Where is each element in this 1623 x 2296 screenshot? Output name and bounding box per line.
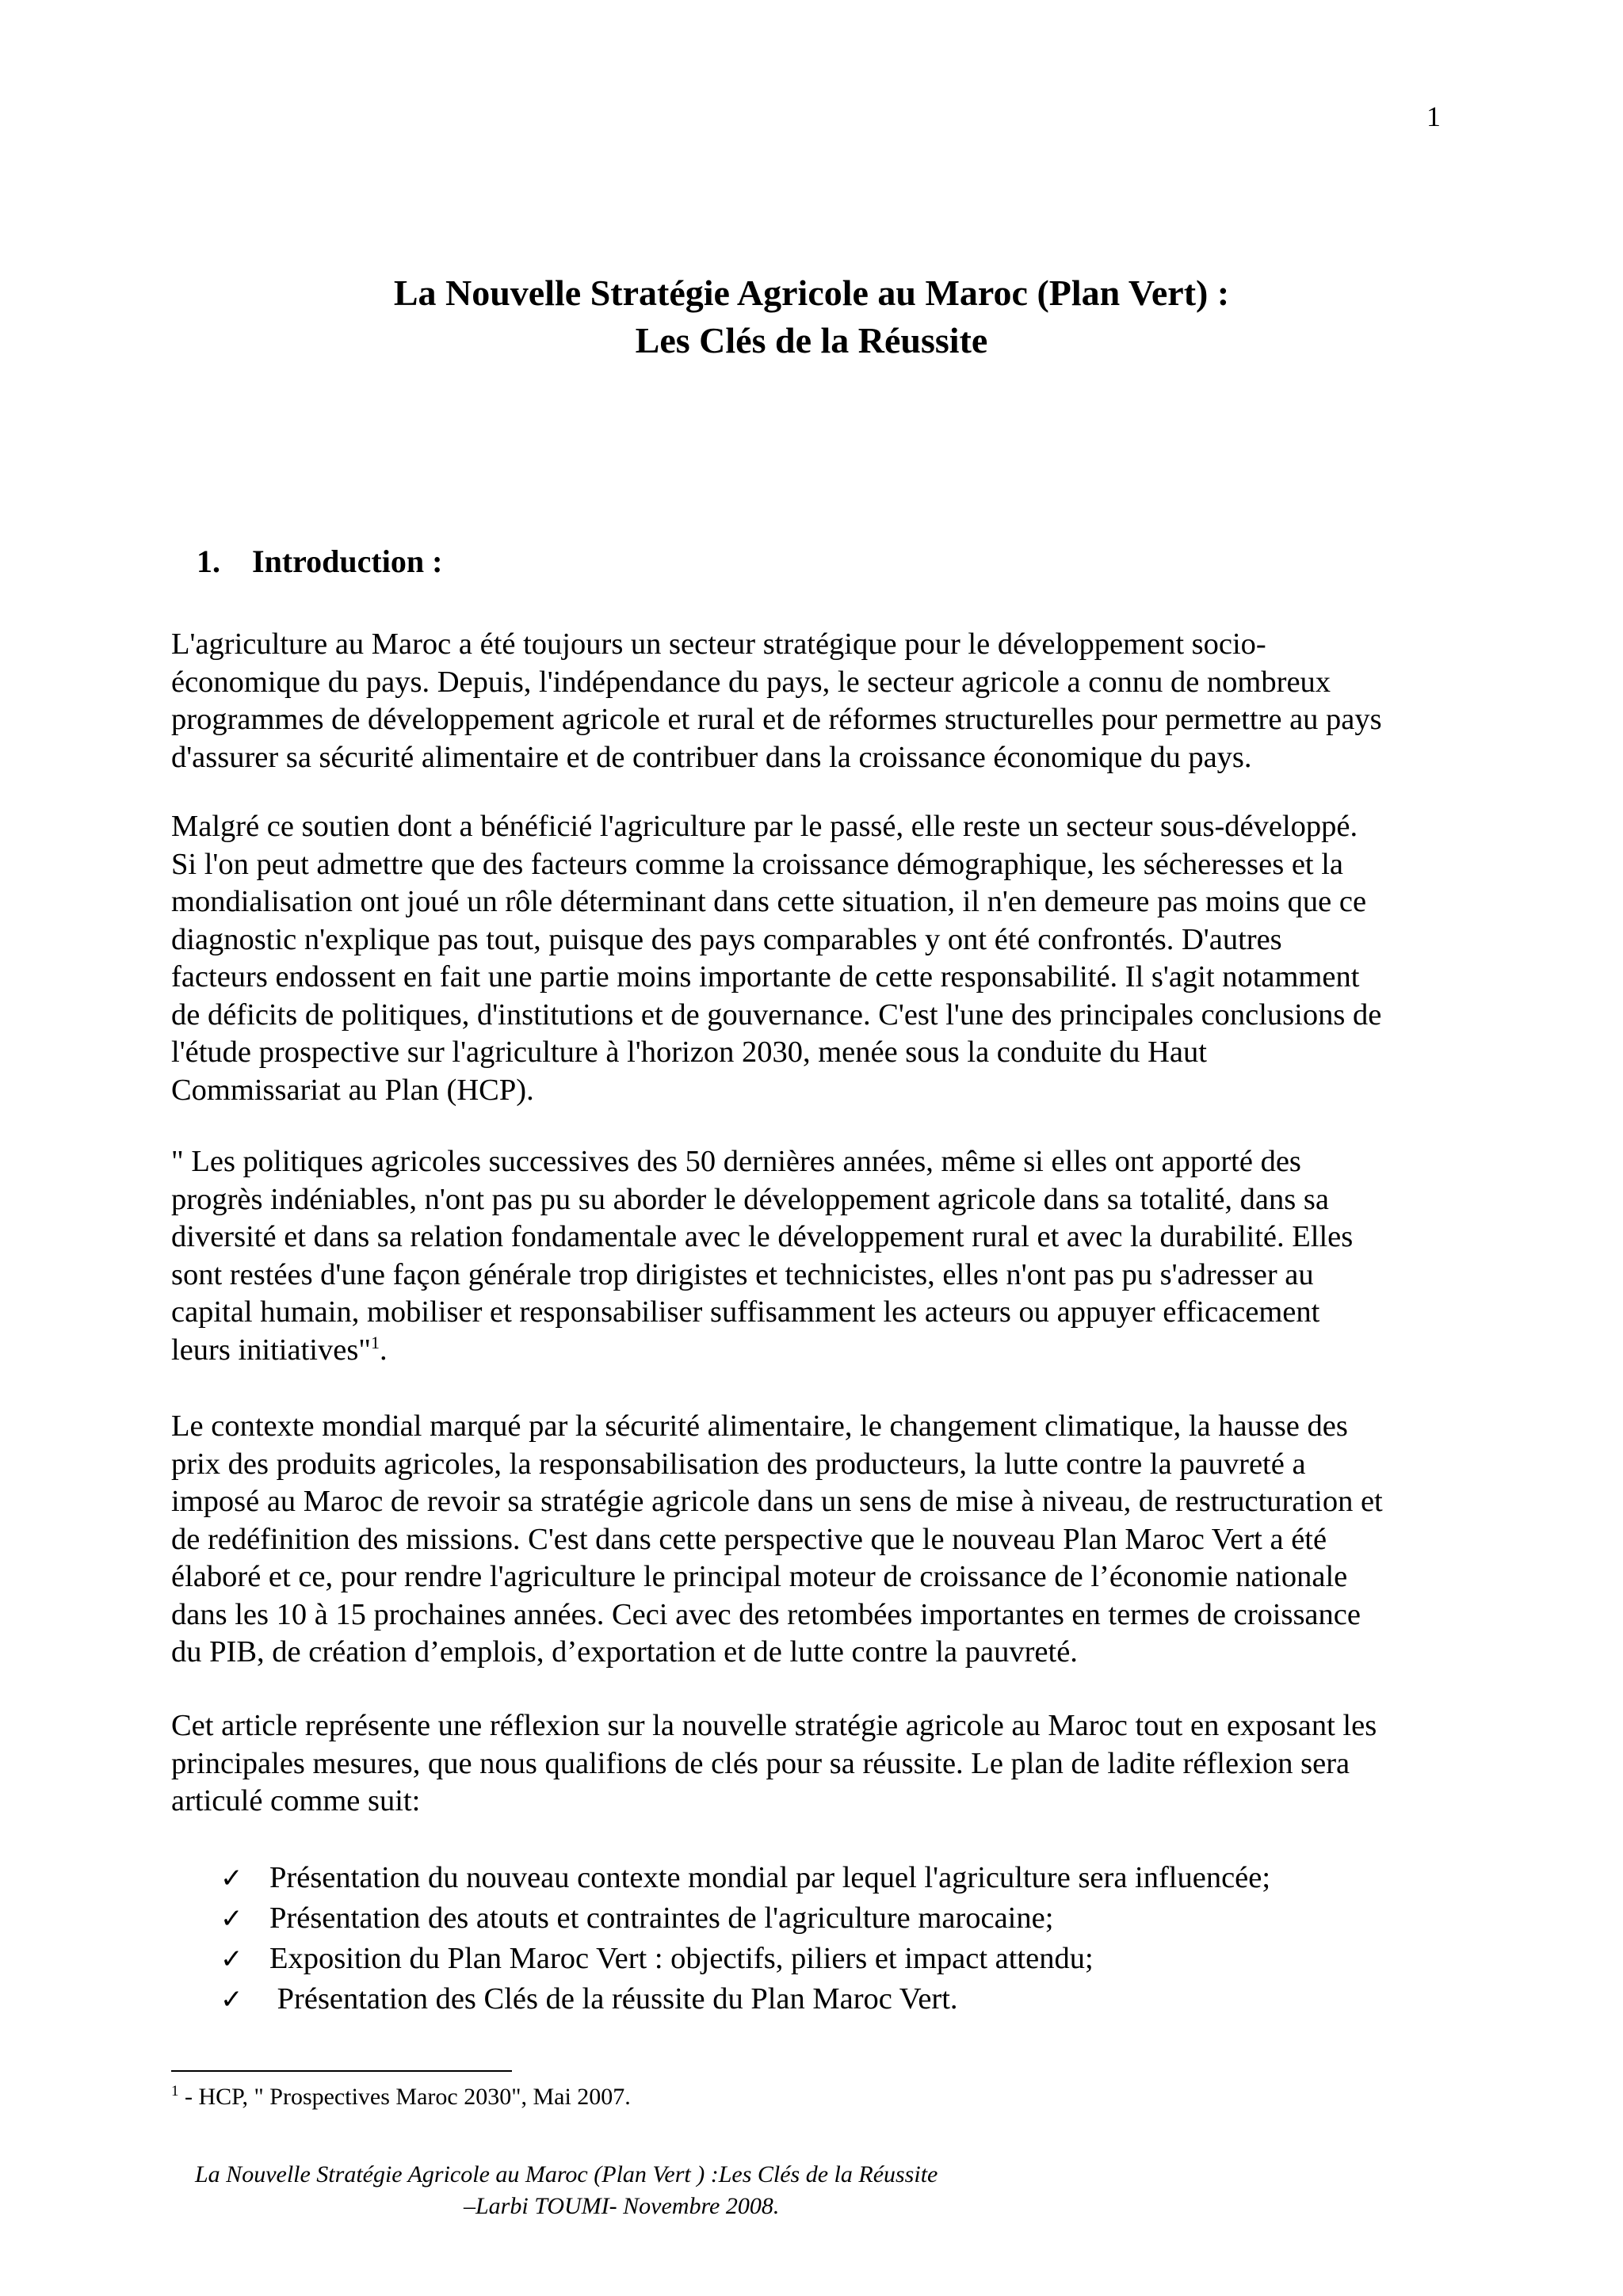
list-item-text: Présentation du nouveau contexte mondial par lequel l'agriculture sera influencée; — [269, 1861, 1271, 1894]
paragraph-2 — [171, 808, 1487, 1109]
outline-list — [220, 1858, 1270, 2019]
title-line-2: Les Clés de la Réussite — [635, 320, 988, 360]
footnote-reference[interactable]: 1 — [371, 1332, 380, 1352]
footer-line-1: La Nouvelle Stratégie Agricole au Maroc (Plan Vert ) :Les Clés de la Réussite — [195, 2161, 938, 2187]
paragraph-line: Cet article représente une réflexion sur la nouvelle stratégie agricole au Maroc tout en exposant les — [171, 1709, 1377, 1742]
paragraph-line-last — [171, 1332, 1487, 1370]
document-title — [0, 269, 1623, 364]
paragraph-line: programmes de développement agricole et rural et de réformes structurelles pour permettre au pays — [171, 703, 1382, 736]
checkmark-icon: ✓ — [220, 1863, 243, 1894]
paragraph-line: mondialisation ont joué un rôle déterminant dans cette situation, il n'en demeure pas moins que ce — [171, 885, 1367, 918]
paragraph-line: élaboré et ce, pour rendre l'agriculture le principal moteur de croissance de l’économie nationale — [171, 1560, 1348, 1593]
paragraph-line: prix des produits agricoles, la responsabilisation des producteurs, la lutte contre la pauvreté a — [171, 1447, 1306, 1481]
paragraph-line: progrès indéniables, n'ont pas pu su aborder le développement agricole dans sa totalité, dans sa — [171, 1182, 1329, 1216]
checkmark-icon: ✓ — [220, 1943, 243, 1975]
list-item — [220, 1858, 1270, 1898]
page-number: 1 — [1426, 101, 1441, 132]
footnote-number: 1 — [171, 2083, 179, 2100]
paragraph-line: économique du pays. Depuis, l'indépendance du pays, le secteur agricole a connu de nombreux — [171, 665, 1331, 699]
paragraph-5 — [171, 1707, 1487, 1821]
quote-end-text: leurs initiatives" — [171, 1333, 372, 1367]
paragraph-1 — [171, 626, 1487, 776]
list-item-text: Présentation des atouts et contraintes de l'agriculture marocaine; — [269, 1901, 1054, 1935]
footnote-separator — [171, 2070, 512, 2072]
paragraph-line: d'assurer sa sécurité alimentaire et de contribuer dans la croissance économique du pays. — [171, 740, 1252, 774]
quote-period: . — [380, 1333, 388, 1367]
checkmark-icon: ✓ — [220, 1903, 243, 1935]
paragraph-line: Commissariat au Plan (HCP). — [171, 1073, 534, 1107]
paragraph-line: principales mesures, que nous qualifions de clés pour sa réussite. Le plan de ladite réflexion sera — [171, 1746, 1350, 1780]
list-item-text: Exposition du Plan Maroc Vert : objectifs, piliers et impact attendu; — [269, 1942, 1094, 1975]
paragraph-line: Malgré ce soutien dont a bénéficié l'agriculture par le passé, elle reste un secteur sous-développé. — [171, 810, 1358, 843]
paragraph-4 — [171, 1408, 1487, 1672]
paragraph-line: Si l'on peut admettre que des facteurs comme la croissance démographique, les sécheresses et la — [171, 847, 1344, 881]
paragraph-line: facteurs endossent en fait une partie moins importante de cette responsabilité. Il s'agit notamment — [171, 960, 1360, 994]
paragraph-line: articulé comme suit: — [171, 1784, 421, 1817]
paragraph-line: diagnostic n'explique pas tout, puisque des pays comparables y ont été confrontés. D'autres — [171, 922, 1282, 956]
paragraph-line: du PIB, de création d’emplois, d’exportation et de lutte contre la pauvreté. — [171, 1635, 1078, 1669]
paragraph-line: L'agriculture au Maroc a été toujours un secteur stratégique pour le développement socio- — [171, 627, 1266, 661]
footer-line-2: –Larbi TOUMI- Novembre 2008. — [464, 2193, 780, 2219]
section-number: 1. — [197, 543, 220, 579]
paragraph-line: sont restées d'une façon générale trop dirigistes et technicistes, elles n'ont pas pu s'adresser au — [171, 1257, 1314, 1291]
title-line-1: La Nouvelle Stratégie Agricole au Maroc (Plan Vert) : — [393, 273, 1230, 313]
paragraph-line: l'étude prospective sur l'agriculture à l'horizon 2030, menée sous la conduite du Haut — [171, 1035, 1207, 1069]
paragraph-line: de redéfinition des missions. C'est dans cette perspective que le nouveau Plan Maroc Vert a été — [171, 1522, 1327, 1556]
paragraph-line: capital humain, mobiliser et responsabiliser suffisamment les acteurs ou appuyer efficacement — [171, 1295, 1320, 1329]
list-item — [220, 1898, 1270, 1939]
section-title: Introduction : — [252, 543, 443, 579]
paragraph-line: " Les politiques agricoles successives des 50 dernières années, même si elles ont apporté des — [171, 1145, 1301, 1178]
list-item — [220, 1979, 1270, 2019]
section-heading — [197, 542, 442, 582]
paragraph-line: dans les 10 à 15 prochaines années. Ceci avec des retombées importantes en termes de croissance — [171, 1597, 1361, 1631]
list-item — [220, 1939, 1270, 1979]
paragraph-line: imposé au Maroc de revoir sa stratégie agricole dans un sens de mise à niveau, de restructuration et — [171, 1485, 1383, 1518]
paragraph-line: diversité et dans sa relation fondamentale avec le développement rural et avec la durabilité. Elles — [171, 1220, 1354, 1253]
list-item-text: Présentation des Clés de la réussite du Plan Maroc Vert. — [269, 1982, 958, 2016]
footnote — [171, 2082, 631, 2112]
paragraph-line: de déficits de politiques, d'institutions et de gouvernance. C'est l'une des principales conclusions de — [171, 997, 1382, 1032]
footnote-text: - HCP, " Prospectives Maroc 2030", Mai 2007. — [178, 2084, 631, 2110]
paragraph-line: Le contexte mondial marqué par la sécurité alimentaire, le changement climatique, la hausse des — [171, 1409, 1348, 1443]
paragraph-3-quote — [171, 1143, 1487, 1369]
checkmark-icon: ✓ — [220, 1984, 243, 2016]
